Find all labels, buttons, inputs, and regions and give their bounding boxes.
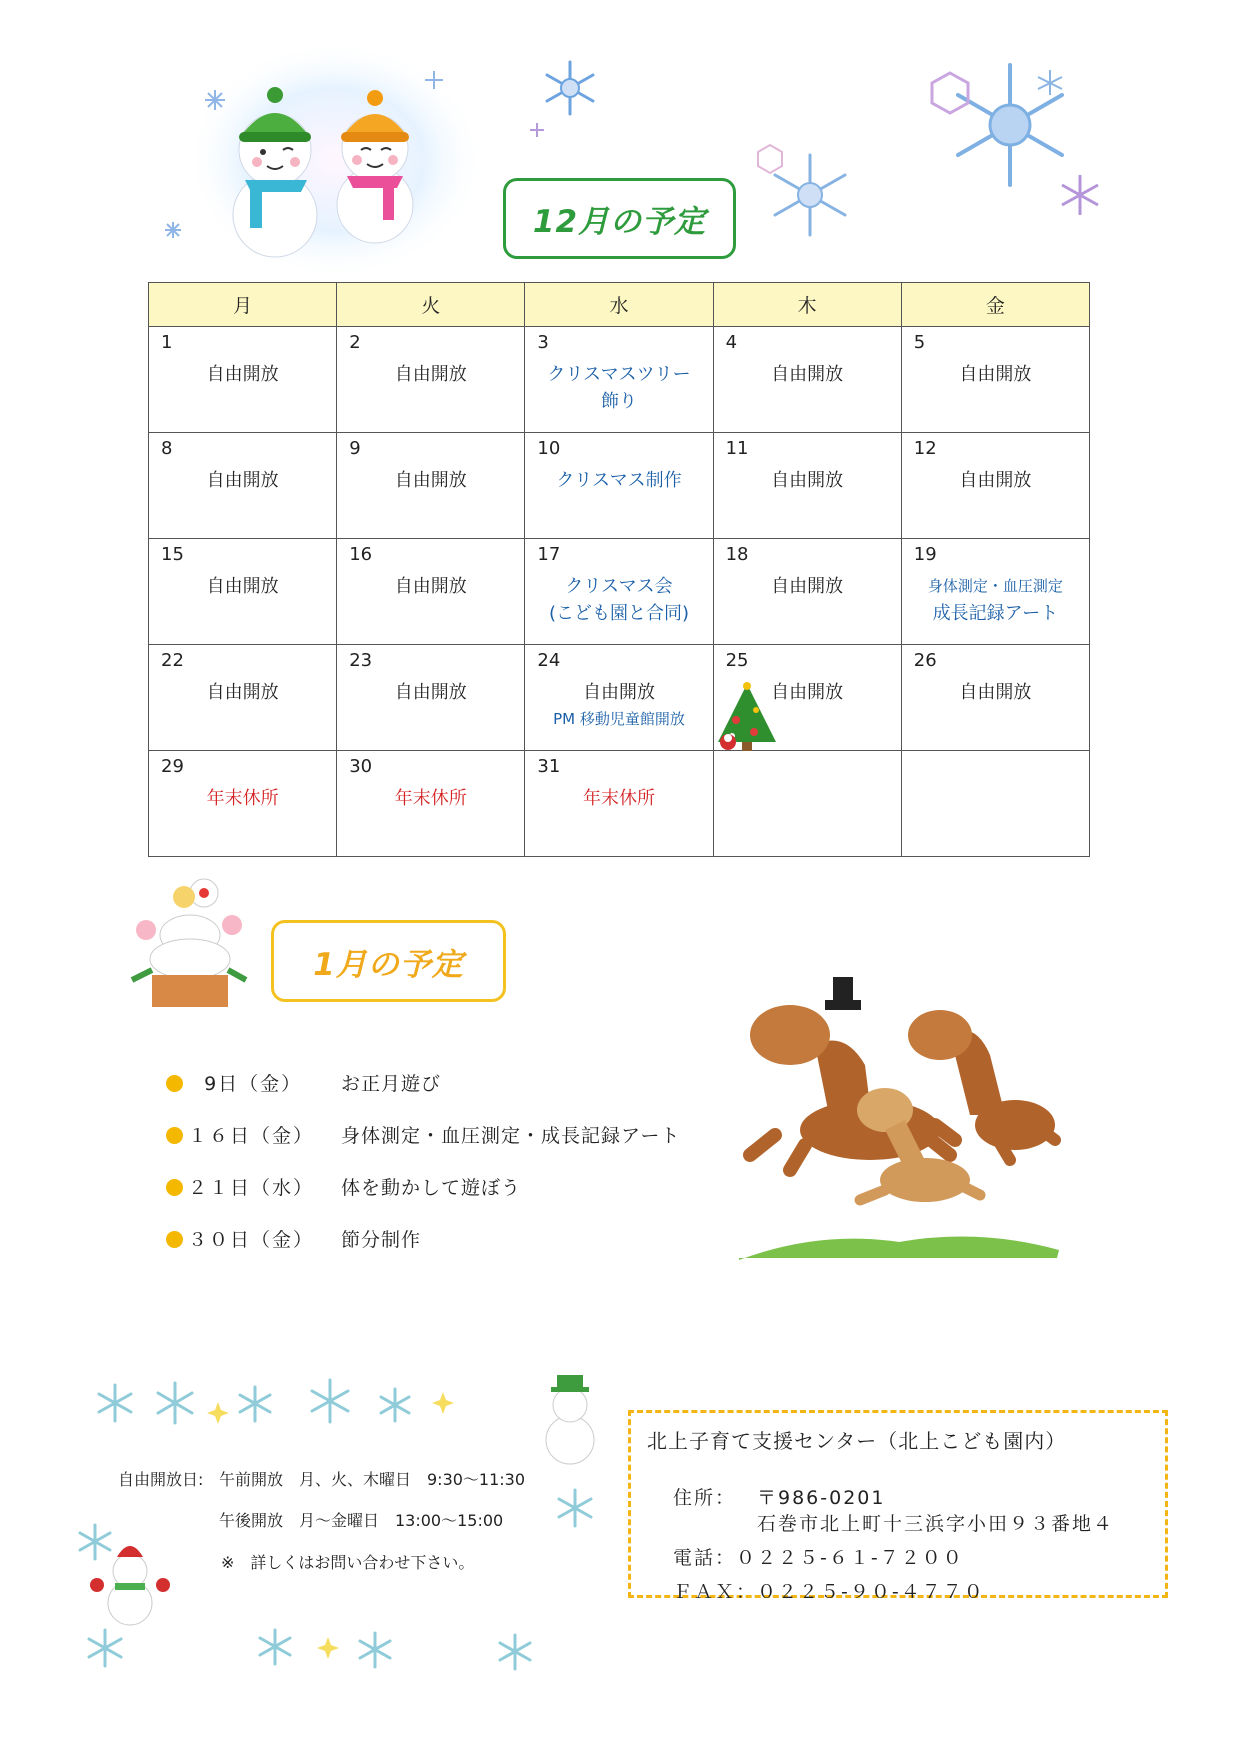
event-line: 自由開放 [206, 364, 279, 385]
event-line: 自由開放 [771, 576, 844, 597]
calendar-day-cell [713, 539, 901, 645]
hours-note: ※ 詳しくはお問い合わせ下さい。 [221, 1553, 475, 1572]
day-number: 11 [725, 438, 749, 459]
event-name: 体を動かして遊ぼう [341, 1177, 522, 1199]
event-line: 自由開放 [771, 682, 844, 703]
day-number: 12 [913, 438, 937, 459]
day-number: 4 [725, 332, 738, 353]
event-line: 身体測定・血圧測定 [927, 577, 1063, 595]
event-line-2: 成長記録アート [932, 603, 1059, 624]
day-event [337, 679, 524, 706]
event-line: 自由開放 [206, 682, 279, 703]
day-number: 22 [161, 650, 184, 671]
calendar-day-cell [337, 327, 525, 433]
day-event [149, 467, 336, 494]
calendar-day-cell [901, 433, 1089, 539]
event-date: ３０日（金） [188, 1229, 315, 1251]
calendar-week [149, 327, 1090, 433]
event-line: 自由開放 [394, 470, 467, 491]
event-line-2: PM 移動児童館開放 [553, 710, 685, 728]
event-date: 9日（金） [188, 1073, 303, 1095]
event-line: 自由開放 [771, 470, 844, 491]
calendar-day-cell [901, 539, 1089, 645]
calendar-week [149, 645, 1090, 751]
day-event [902, 467, 1089, 494]
calendar-day-cell [337, 539, 525, 645]
weekday-wed: 水 [525, 283, 713, 327]
day-event [149, 679, 336, 706]
day-number: 8 [161, 438, 173, 459]
day-event [337, 785, 524, 812]
day-number: 10 [537, 438, 561, 459]
address: 石巻市北上町十三浜字小田９３番地４ [757, 1513, 1115, 1535]
bullet-icon [166, 1075, 183, 1092]
event-name: お正月遊び [341, 1073, 442, 1095]
hours-label: 自由開放日: [118, 1470, 204, 1489]
calendar-day-cell [149, 433, 337, 539]
address-label: 住所： [673, 1487, 737, 1509]
hours-afternoon: 午後開放 月～金曜日 13:00～15:00 [219, 1511, 504, 1530]
day-event [902, 361, 1089, 388]
december-title-box [503, 178, 736, 259]
day-event [337, 361, 524, 388]
calendar-week [149, 751, 1090, 857]
day-number: 31 [537, 756, 561, 777]
calendar-day-cell [525, 645, 713, 751]
event-line: 年末休所 [582, 788, 655, 809]
day-event [337, 573, 524, 600]
calendar-day-cell [525, 327, 713, 433]
calendar-day-cell [337, 433, 525, 539]
day-event [714, 361, 901, 388]
event-line-2: (こども園と合同) [548, 603, 689, 624]
day-event [337, 467, 524, 494]
calendar-day-cell [337, 751, 525, 857]
contact-box [628, 1410, 1168, 1603]
event-line: クリスマス会 [565, 576, 673, 597]
day-number: 18 [725, 544, 749, 565]
calendar-day-cell [337, 645, 525, 751]
day-event [902, 679, 1089, 706]
event-line: 自由開放 [959, 470, 1032, 491]
weekday-thu: 木 [713, 283, 901, 327]
weekday-tue: 火 [337, 283, 525, 327]
christmas-tree-icon [714, 680, 780, 754]
event-line: 自由開放 [206, 576, 279, 597]
event-line: 自由開放 [394, 364, 467, 385]
calendar-day-cell [901, 327, 1089, 433]
calendar-day-cell [901, 645, 1089, 751]
day-number: 24 [537, 650, 561, 671]
day-number: 30 [349, 756, 373, 777]
event-line: 自由開放 [206, 470, 279, 491]
hours-morning: 午前開放 月、火、木曜日 9:30～11:30 [219, 1470, 526, 1489]
snowflakes-top-middle [520, 40, 620, 150]
december-calendar [148, 282, 1090, 857]
calendar-day-cell [901, 751, 1089, 857]
calendar-week [149, 433, 1090, 539]
calendar-day-cell [149, 751, 337, 857]
bullet-icon [166, 1179, 183, 1196]
day-number: 16 [349, 544, 373, 565]
bullet-icon [166, 1127, 183, 1144]
day-number: 3 [537, 332, 549, 353]
day-number: 29 [161, 756, 184, 777]
day-number: 15 [161, 544, 184, 565]
event-line: クリスマスツリー [547, 364, 691, 385]
event-line: 年末休所 [394, 788, 467, 809]
calendar-day-cell [149, 645, 337, 751]
day-event [525, 361, 712, 415]
event-name: 節分制作 [341, 1229, 422, 1251]
postal-code: 〒986-0201 [757, 1487, 886, 1509]
horses-illustration [735, 975, 1065, 1275]
day-number: 17 [537, 544, 561, 565]
calendar-day-cell [525, 751, 713, 857]
bullet-icon [166, 1231, 183, 1248]
event-line: 自由開放 [959, 682, 1032, 703]
day-event [714, 573, 901, 600]
calendar-day-cell [713, 751, 901, 857]
day-number: 2 [349, 332, 361, 353]
event-line: 自由開放 [959, 364, 1032, 385]
event-date: １６日（金） [188, 1125, 315, 1147]
january-title: 1月の予定 [313, 946, 464, 983]
event-line: 自由開放 [394, 576, 467, 597]
day-event [525, 785, 712, 812]
calendar-week [149, 539, 1090, 645]
day-number: 9 [349, 438, 361, 459]
phone-number: 電話：０２２５-６１-７２００ [673, 1547, 964, 1569]
calendar-day-cell [713, 327, 901, 433]
calendar-day-cell [149, 539, 337, 645]
day-event [714, 467, 901, 494]
day-number: 5 [913, 332, 926, 353]
weekday-mon: 月 [149, 283, 337, 327]
day-event [525, 573, 712, 627]
day-event [149, 573, 336, 600]
calendar-day-cell [149, 327, 337, 433]
day-number: 23 [349, 650, 373, 671]
calendar-day-cell [525, 539, 713, 645]
event-line: 自由開放 [582, 682, 655, 703]
snowmen-illustration [145, 40, 465, 280]
calendar-day-cell [713, 433, 901, 539]
day-number: 25 [725, 650, 749, 671]
event-line: クリスマス制作 [556, 470, 682, 491]
calendar-day-cell [525, 433, 713, 539]
event-date: ２１日（水） [188, 1177, 315, 1199]
january-title-box [271, 920, 506, 1002]
event-line: 年末休所 [206, 788, 279, 809]
day-number: 19 [913, 544, 937, 565]
event-line-2: 飾り [600, 391, 637, 412]
day-event [149, 361, 336, 388]
december-title: 12月の予定 [532, 204, 707, 240]
fax-number: ＦＡＸ：０２２５-９０-４７７０ [673, 1581, 985, 1603]
day-event [149, 785, 336, 812]
day-event [525, 679, 712, 733]
day-event [902, 573, 1089, 627]
day-event [525, 467, 712, 494]
weekday-fri: 金 [901, 283, 1089, 327]
event-line: 自由開放 [771, 364, 844, 385]
snowflakes-top-right [750, 45, 1110, 255]
center-name: 北上子育て支援センター（北上こども園内） [647, 1429, 1067, 1453]
day-number: 1 [161, 332, 173, 353]
kagami-mochi-illustration [132, 875, 247, 1010]
day-number: 26 [913, 650, 937, 671]
event-line: 自由開放 [394, 682, 467, 703]
event-name: 身体測定・血圧測定・成長記録アート [341, 1125, 681, 1147]
